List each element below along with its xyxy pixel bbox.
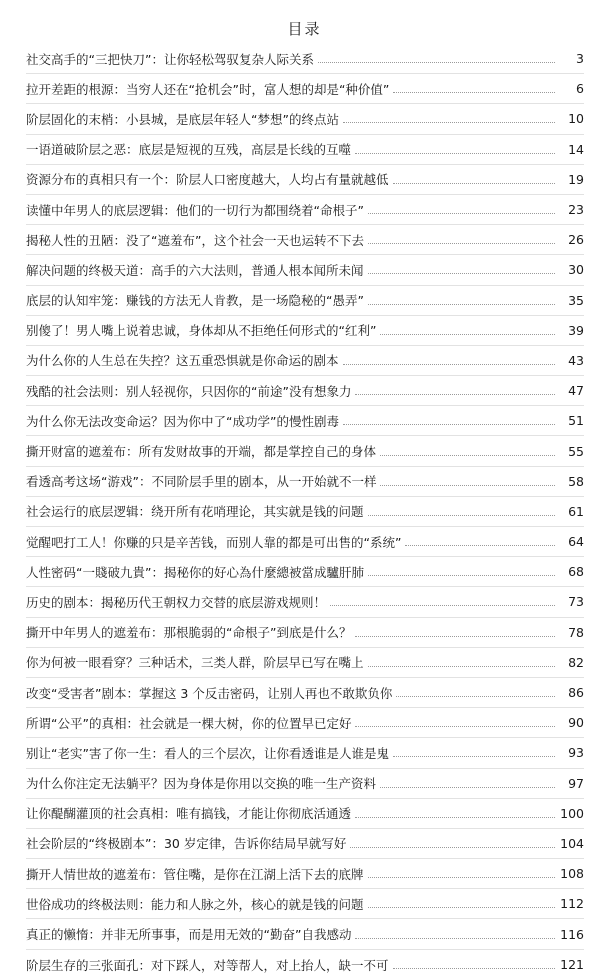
- toc-entry[interactable]: [26, 316, 584, 346]
- toc-entry-title: 所谓“公平”的真相：社会就是一棵大树，你的位置早已定好: [26, 714, 355, 732]
- toc-entry-title: 看透高考这场“游戏”：不同阶层手里的剧本，从一开始就不一样: [26, 472, 380, 490]
- toc-entry-title: 撕开人情世故的遮羞布：管住嘴，是你在江湖上活下去的底牌: [26, 865, 368, 883]
- dot-leader: [368, 304, 555, 305]
- dot-leader: [405, 545, 555, 546]
- dot-leader: [380, 787, 555, 788]
- toc-entry-title: 撕开中年男人的遮羞布：那根脆弱的“命根子”到底是什么？: [26, 623, 355, 641]
- dot-leader: [368, 515, 555, 516]
- dot-leader: [318, 62, 555, 63]
- toc-entry-page: 78: [558, 625, 584, 640]
- toc-entry-page: 39: [558, 323, 584, 338]
- toc-entry-title: 别让“老实”害了你一生：看人的三个层次，让你看透谁是人谁是鬼: [26, 744, 393, 762]
- dot-leader: [368, 877, 555, 878]
- toc-entry-title: 读懂中年男人的底层逻辑：他们的一切行为都围绕着“命根子”: [26, 201, 368, 219]
- toc-entry-page: 121: [558, 957, 584, 972]
- toc-entry[interactable]: [26, 859, 584, 889]
- toc-entry-title: 世俗成功的终极法则：能力和人脉之外，核心的就是钱的问题: [26, 895, 368, 913]
- toc-entry-title: 为什么你注定无法躺平？因为身体是你用以交换的唯一生产资料: [26, 774, 380, 792]
- toc-entry-page: 14: [558, 142, 584, 157]
- toc-entry-page: 51: [558, 413, 584, 428]
- dot-leader: [330, 605, 555, 606]
- toc-entry-title: 解决问题的终极天道：高手的六大法则，普通人根本闻所未闻: [26, 261, 368, 279]
- dot-leader: [368, 575, 555, 576]
- dot-leader: [380, 455, 555, 456]
- dot-leader: [380, 485, 555, 486]
- toc-title: 目录: [287, 20, 322, 38]
- toc-entry-title: 一语道破阶层之恶：底层是短视的互残，高层是长线的互噬: [26, 140, 355, 158]
- toc-entry-page: 23: [558, 202, 584, 217]
- toc-entry[interactable]: [26, 557, 584, 587]
- toc-entry-title: 人性密码“一賤破九貴”：揭秘你的好心為什麼總被當成驢肝肺: [26, 563, 368, 581]
- toc-entry-title: 社交高手的“三把快刀”：让你轻松驾驭复杂人际关系: [26, 50, 318, 68]
- toc-entry[interactable]: [26, 587, 584, 617]
- dot-leader: [355, 636, 555, 637]
- dot-leader: [396, 696, 555, 697]
- toc-entry-title: 为什么你无法改变命运？因为你中了“成功学”的慢性剧毒: [26, 412, 343, 430]
- toc-entry-page: 104: [558, 836, 584, 851]
- toc-entry-page: 108: [558, 866, 584, 881]
- toc-entry-title: 拉开差距的根源：当穷人还在“抢机会”时，富人想的却是“种价值”: [26, 80, 393, 98]
- toc-entry-page: 19: [558, 172, 584, 187]
- toc-entry-title: 真正的懒惰：并非无所事事，而是用无效的“勤奋”自我感动: [26, 925, 355, 943]
- dot-leader: [343, 122, 555, 123]
- toc-entry[interactable]: [26, 255, 584, 285]
- toc-entry[interactable]: [26, 618, 584, 648]
- toc-entry[interactable]: [26, 678, 584, 708]
- toc-entry-title: 觉醒吧打工人！你赚的只是辛苦钱，而别人靠的都是可出售的“系统”: [26, 533, 405, 551]
- toc-entry-page: 64: [558, 534, 584, 549]
- toc-entry[interactable]: [26, 799, 584, 829]
- toc-entry[interactable]: [26, 346, 584, 376]
- toc-entry[interactable]: [26, 406, 584, 436]
- toc-entry[interactable]: [26, 376, 584, 406]
- toc-entry-title: 你为何被一眼看穿？三种话术，三类人群，阶层早已写在嘴上: [26, 653, 368, 671]
- toc-entry[interactable]: [26, 467, 584, 497]
- toc-entry-page: 55: [558, 444, 584, 459]
- toc-entry-page: 10: [558, 111, 584, 126]
- dot-leader: [355, 726, 555, 727]
- toc-entry-page: 47: [558, 383, 584, 398]
- dot-leader: [393, 968, 555, 969]
- toc-entry-page: 35: [558, 293, 584, 308]
- toc-entry[interactable]: [26, 708, 584, 738]
- toc-entry[interactable]: [26, 919, 584, 949]
- toc-entry[interactable]: [26, 950, 584, 980]
- toc-entry-page: 90: [558, 715, 584, 730]
- toc-entry-title: 为什么你的人生总在失控？这五重恐惧就是你命运的剧本: [26, 351, 343, 369]
- dot-leader: [355, 153, 555, 154]
- toc-entry[interactable]: [26, 648, 584, 678]
- dot-leader: [350, 847, 555, 848]
- toc-entry[interactable]: [26, 769, 584, 799]
- dot-leader: [393, 756, 555, 757]
- toc-entry[interactable]: [26, 497, 584, 527]
- dot-leader: [368, 666, 555, 667]
- toc-entry-title: 残酷的社会法则：别人轻视你，只因你的“前途”没有想象力: [26, 382, 355, 400]
- dot-leader: [343, 364, 555, 365]
- dot-leader: [355, 394, 555, 395]
- toc-entry-title: 底层的认知牢笼：赚钱的方法无人肯教，是一场隐秘的“愚弄”: [26, 291, 368, 309]
- toc-entry[interactable]: [26, 195, 584, 225]
- toc-entry[interactable]: [26, 104, 584, 134]
- toc-entry-title: 别傻了！男人嘴上说着忠诚，身体却从不拒绝任何形式的“红利”: [26, 321, 380, 339]
- toc-entry-title: 社会运行的底层逻辑：绕开所有花哨理论，其实就是钱的问题: [26, 502, 368, 520]
- toc-entry-page: 116: [558, 927, 584, 942]
- toc-entry-page: 26: [558, 232, 584, 247]
- toc-entry-page: 93: [558, 745, 584, 760]
- dot-leader: [368, 273, 555, 274]
- toc-entry-page: 82: [558, 655, 584, 670]
- toc-entry-title: 历史的剧本：揭秘历代王朝权力交替的底层游戏规则！: [26, 593, 330, 611]
- toc-entry-title: 社会阶层的“终极剧本”：30 岁定律，告诉你结局早就写好: [26, 834, 350, 852]
- toc-entry-page: 100: [558, 806, 584, 821]
- toc-entry-page: 58: [558, 474, 584, 489]
- toc-entry-page: 6: [558, 81, 584, 96]
- toc-entry[interactable]: [26, 436, 584, 466]
- dot-leader: [355, 817, 555, 818]
- dot-leader: [368, 243, 555, 244]
- dot-leader: [368, 907, 555, 908]
- dot-leader: [355, 938, 555, 939]
- dot-leader: [380, 334, 555, 335]
- toc-entry-page: 112: [558, 896, 584, 911]
- toc-entry[interactable]: [26, 889, 584, 919]
- toc-entry-page: 97: [558, 776, 584, 791]
- toc-entry[interactable]: [26, 738, 584, 768]
- toc-entry-title: 揭秘人性的丑陋：没了“遮羞布”，这个社会一天也运转不下去: [26, 231, 368, 249]
- dot-leader: [393, 183, 555, 184]
- dot-leader: [393, 92, 555, 93]
- toc-entry-title: 阶层生存的三张面孔：对下踩人，对等帮人，对上抬人，缺一不可: [26, 956, 393, 974]
- toc-entry-page: 73: [558, 594, 584, 609]
- toc-entry-page: 30: [558, 262, 584, 277]
- toc-entry[interactable]: [26, 74, 584, 104]
- toc-entry[interactable]: [26, 527, 584, 557]
- toc-entry-page: 86: [558, 685, 584, 700]
- toc-entry[interactable]: [26, 135, 584, 165]
- toc-entry-title: 改变“受害者”剧本：掌握这 3 个反击密码，让别人再也不敢欺负你: [26, 684, 396, 702]
- toc-entry-page: 3: [558, 51, 584, 66]
- dot-leader: [368, 213, 555, 214]
- toc-entry-page: 61: [558, 504, 584, 519]
- toc-entry-title: 资源分布的真相只有一个：阶层人口密度越大，人均占有量就越低: [26, 170, 393, 188]
- toc-entry-title: 撕开财富的遮羞布：所有发财故事的开端，都是掌控自己的身体: [26, 442, 380, 460]
- toc-entry-page: 68: [558, 564, 584, 579]
- toc-entry[interactable]: [26, 165, 584, 195]
- toc-entry[interactable]: [26, 286, 584, 316]
- toc-entry-title: 阶层固化的末梢：小县城，是底层年轻人“梦想”的终点站: [26, 110, 343, 128]
- toc-entry-title: 让你醍醐灌顶的社会真相：唯有搞钱，才能让你彻底活通透: [26, 804, 355, 822]
- toc-entry[interactable]: [26, 829, 584, 859]
- table-of-contents: [26, 44, 584, 980]
- dot-leader: [343, 424, 555, 425]
- toc-entry[interactable]: [26, 44, 584, 74]
- toc-entry-page: 43: [558, 353, 584, 368]
- toc-entry[interactable]: [26, 225, 584, 255]
